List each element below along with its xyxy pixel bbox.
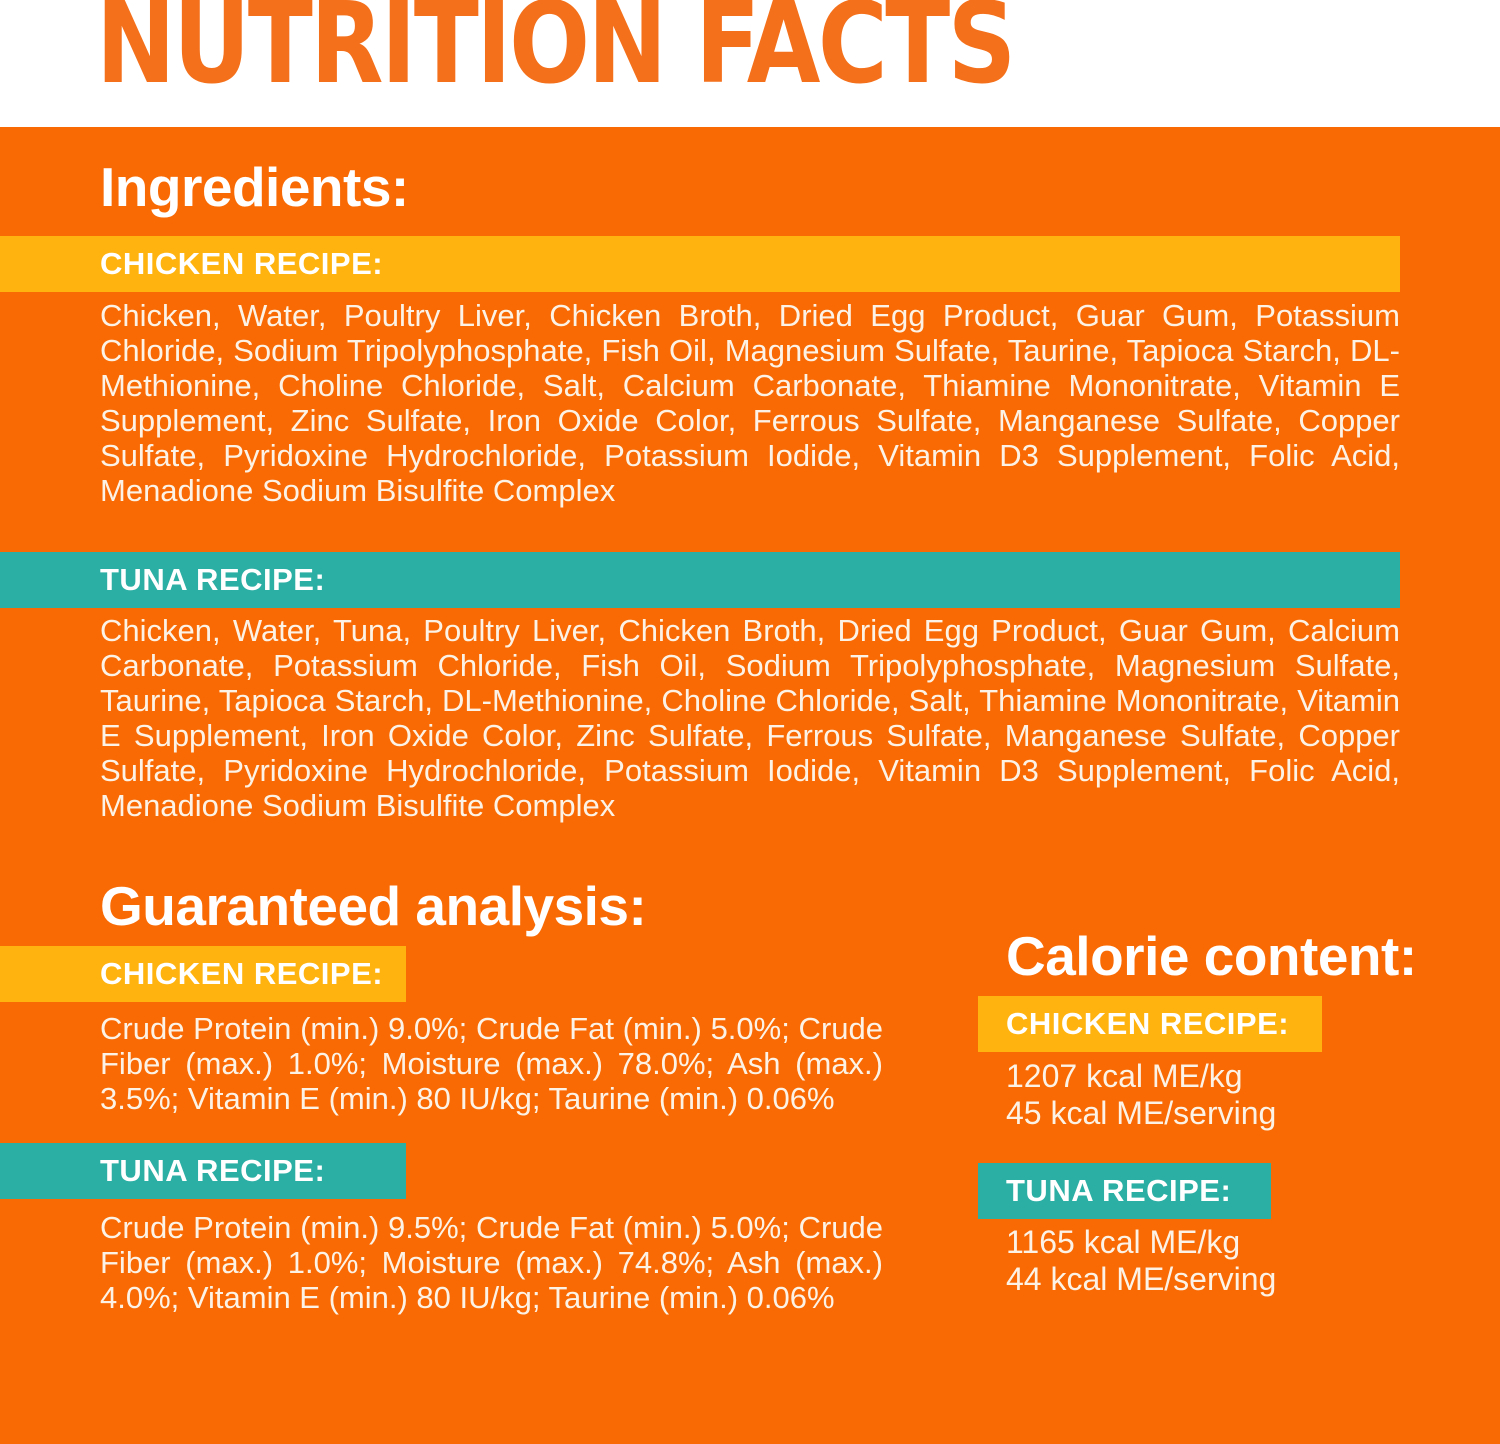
- ingredients-tuna-recipe-label: TUNA RECIPE:: [100, 562, 326, 597]
- calorie-chicken-recipe-bar: [978, 996, 1322, 1052]
- analysis-and-calories-section: [0, 873, 1500, 1315]
- calorie-tuna-recipe-bar: [978, 1163, 1271, 1219]
- analysis-chicken-text: Crude Protein (min.) 9.0%; Crude Fat (min.) 5.0%; Crude Fiber (max.) 1.0%; Moisture (max.) 78.0%; Ash (max.) 3.5%; Vitamin E (min.) 80 IU/kg; Taurine (min.) 0.06%: [100, 1011, 883, 1116]
- ingredients-chicken-text: Chicken, Water, Poultry Liver, Chicken Broth, Dried Egg Product, Guar Gum, Potassium Chloride, Sodium Tripolyphosphate, Fish Oil, Magnesium Sulfate, Taurine, Tapioca Starch, DL-Methionine, Choline Chloride, Salt, Calcium Carbonate, Thiamine Mononitrate, Vitamin E Supplement, Zinc Sulfate, Iron Oxide Color, Ferrous Sulfate, Manganese Sulfate, Copper Sulfate, Pyridoxine Hydrochloride, Potassium Iodide, Vitamin D3 Supplement, Folic Acid, Menadione Sodium Bisulfite Complex: [100, 298, 1400, 508]
- calorie-tuna-kcal-per-kg: 1165 kcal ME/kg: [1006, 1224, 1241, 1260]
- calorie-chicken-values: [1006, 1058, 1500, 1132]
- calorie-chicken-recipe-label: CHICKEN RECIPE:: [1006, 1006, 1290, 1041]
- guaranteed-analysis-heading: Guaranteed analysis:: [100, 875, 647, 937]
- analysis-tuna-recipe-bar: [0, 1143, 406, 1199]
- calorie-tuna-kcal-per-serving: 44 kcal ME/serving: [1006, 1261, 1277, 1297]
- analysis-chicken-recipe-bar: [0, 946, 406, 1002]
- ingredients-tuna-recipe-bar: [0, 552, 1400, 608]
- label-content: [0, 154, 1500, 1315]
- ingredients-tuna-text: Chicken, Water, Tuna, Poultry Liver, Chicken Broth, Dried Egg Product, Guar Gum, Calcium Carbonate, Potassium Chloride, Fish Oil, Sodium Tripolyphosphate, Magnesium Sulfate, Taurine, Tapioca Starch, DL-Methionine, Choline Chloride, Salt, Thiamine Mononitrate, Vitamin E Supplement, Iron Oxide Color, Zinc Sulfate, Ferrous Sulfate, Manganese Sulfate, Copper Sulfate, Pyridoxine Hydrochloride, Potassium Iodide, Vitamin D3 Supplement, Folic Acid, Menadione Sodium Bisulfite Complex: [100, 613, 1400, 823]
- ingredients-chicken-recipe-label: CHICKEN RECIPE:: [100, 246, 384, 281]
- header-banner: [0, 0, 1500, 127]
- calorie-tuna-values: [1006, 1224, 1500, 1298]
- calorie-tuna-recipe-label: TUNA RECIPE:: [1006, 1173, 1232, 1208]
- analysis-chicken-recipe-label: CHICKEN RECIPE:: [100, 956, 384, 991]
- calorie-chicken-kcal-per-serving: 45 kcal ME/serving: [1006, 1095, 1277, 1131]
- calorie-chicken-kcal-per-kg: 1207 kcal ME/kg: [1006, 1058, 1243, 1094]
- analysis-tuna-recipe-label: TUNA RECIPE:: [100, 1153, 326, 1188]
- analysis-tuna-text: Crude Protein (min.) 9.5%; Crude Fat (min.) 5.0%; Crude Fiber (max.) 1.0%; Moisture (max.) 74.8%; Ash (max.) 4.0%; Vitamin E (min.) 80 IU/kg; Taurine (min.) 0.06%: [100, 1210, 883, 1315]
- page-title: NUTRITION FACTS: [96, 0, 1014, 109]
- ingredients-chicken-recipe-bar: [0, 236, 1400, 292]
- calorie-content-column: [978, 923, 1500, 1298]
- ingredients-heading: Ingredients:: [100, 156, 409, 218]
- calorie-content-heading: Calorie content:: [1006, 925, 1417, 987]
